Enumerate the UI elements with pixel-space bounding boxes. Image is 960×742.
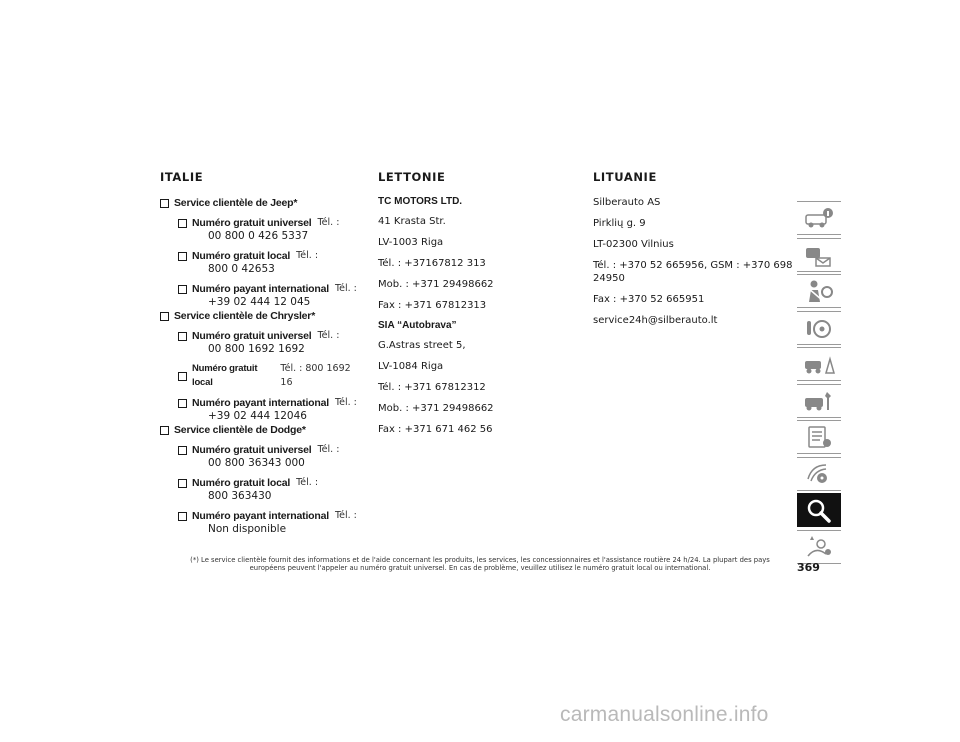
company-name: SIA “Autobrava” bbox=[378, 320, 457, 331]
address-line: LT-02300 Vilnius bbox=[593, 239, 674, 250]
tab-multimedia[interactable] bbox=[797, 457, 841, 491]
company-name: Silberauto AS bbox=[593, 197, 661, 208]
column-lettonie bbox=[378, 170, 578, 444]
phone-number: 00 800 36343 000 bbox=[208, 457, 305, 469]
column-lituanie bbox=[593, 170, 793, 335]
car-info-icon bbox=[802, 205, 836, 231]
footnote: (*) Le service clientèle fournit des informations et de l'aide concernant les produits, les services, les concessionnaires et l'assistance routière 24 h/24. La plupart des pays européens peuvent l'appeler au numéro gratuit universel. En cas de problème, veuillez utilisez le numéro gratuit local ou international. bbox=[190, 556, 770, 572]
item: Numéro payant international Tél. : +39 02 444 12046 bbox=[160, 396, 360, 423]
group-jeep: Service clientèle de Jeep* bbox=[160, 196, 360, 210]
tab-search[interactable] bbox=[797, 493, 841, 527]
steering-wheel-icon bbox=[802, 315, 836, 341]
mobile-line: Mob. : +371 29498662 bbox=[378, 279, 494, 290]
page-number: 369 bbox=[797, 561, 820, 574]
checkbox-icon bbox=[178, 332, 187, 341]
phone-number: +39 02 444 12 045 bbox=[208, 296, 311, 308]
item: Numéro payant international Tél. : +39 02 444 12 045 bbox=[160, 282, 360, 309]
heading-lettonie: LETTONIE bbox=[378, 170, 446, 184]
heading-italie: ITALIE bbox=[160, 170, 204, 184]
phone-number: 800 0 42653 bbox=[208, 263, 275, 275]
fax-line: Fax : +370 52 665951 bbox=[593, 294, 705, 305]
checkbox-icon bbox=[160, 426, 169, 435]
checkbox-icon bbox=[178, 372, 187, 381]
specifications-icon bbox=[802, 424, 836, 450]
phone-number: 00 800 0 426 5337 bbox=[208, 230, 309, 242]
phone-line: Tél. : +371 67812312 bbox=[378, 382, 486, 393]
index-icon bbox=[802, 534, 836, 560]
tab-index[interactable] bbox=[797, 530, 841, 564]
phone-line: Tél. : +370 52 665956, GSM : +370 698 24950 bbox=[593, 260, 793, 284]
address-line: G.Astras street 5, bbox=[378, 340, 466, 351]
address-line: 41 Krasta Str. bbox=[378, 216, 446, 227]
tab-emergency[interactable] bbox=[797, 347, 841, 381]
checkbox-icon bbox=[178, 399, 187, 408]
address-line: Pirklių g. 9 bbox=[593, 218, 646, 229]
item: Numéro gratuit universel Tél. : 00 800 36343 000 bbox=[160, 443, 360, 470]
checkbox-icon bbox=[178, 479, 187, 488]
search-icon bbox=[802, 497, 836, 523]
item: Numéro payant international Tél. : Non disponible bbox=[160, 509, 360, 536]
item: Numéro gratuit universel Tél. : 00 800 0 426 5337 bbox=[160, 216, 360, 243]
company-name: TC MOTORS LTD. bbox=[378, 196, 463, 207]
item: Numéro gratuit local Tél. : 800 0 42653 bbox=[160, 249, 360, 276]
checkbox-icon bbox=[178, 512, 187, 521]
phone-number: 00 800 1692 1692 bbox=[208, 343, 305, 355]
fax-line: Fax : +371 671 462 56 bbox=[378, 424, 493, 435]
phone-number: +39 02 444 12046 bbox=[208, 410, 307, 422]
item: Numéro gratuit universel Tél. : 00 800 1692 1692 bbox=[160, 329, 360, 356]
item: Numéro gratuit local Tél. : 800 1692 16 bbox=[160, 362, 360, 390]
multimedia-icon bbox=[802, 461, 836, 487]
heading-lituanie: LITUANIE bbox=[593, 170, 657, 184]
address-line: LV-1003 Riga bbox=[378, 237, 444, 248]
item: Numéro gratuit local Tél. : 800 363430 bbox=[160, 476, 360, 503]
column-italie bbox=[160, 170, 360, 536]
warning-message-icon bbox=[802, 242, 836, 268]
mobile-line: Mob. : +371 29498662 bbox=[378, 403, 494, 414]
group-chrysler: Service clientèle de Chrysler* bbox=[160, 309, 360, 323]
tab-warning[interactable] bbox=[797, 238, 841, 272]
tab-starting[interactable] bbox=[797, 311, 841, 345]
phone-line: Tél. : +37167812 313 bbox=[378, 258, 486, 269]
phone-number: Non disponible bbox=[208, 523, 287, 535]
checkbox-icon bbox=[178, 252, 187, 261]
checkbox-icon bbox=[178, 219, 187, 228]
tab-safety[interactable] bbox=[797, 274, 841, 308]
checkbox-icon bbox=[178, 446, 187, 455]
email-link[interactable]: service24h@silberauto.lt bbox=[593, 315, 718, 326]
breakdown-icon bbox=[802, 351, 836, 377]
seatbelt-airbag-icon bbox=[802, 278, 836, 304]
maintenance-icon bbox=[802, 388, 836, 414]
fax-line: Fax : +371 67812313 bbox=[378, 300, 487, 311]
tab-car-info[interactable] bbox=[797, 201, 841, 235]
checkbox-icon bbox=[178, 285, 187, 294]
checkbox-icon bbox=[160, 199, 169, 208]
tab-service[interactable] bbox=[797, 384, 841, 418]
group-dodge: Service clientèle de Dodge* bbox=[160, 423, 360, 437]
chapter-tabs bbox=[797, 201, 841, 566]
watermark: carmanualsonline.info bbox=[560, 703, 769, 726]
address-line: LV-1084 Riga bbox=[378, 361, 444, 372]
tab-specifications[interactable] bbox=[797, 420, 841, 454]
phone-number: 800 363430 bbox=[208, 490, 272, 502]
checkbox-icon bbox=[160, 312, 169, 321]
